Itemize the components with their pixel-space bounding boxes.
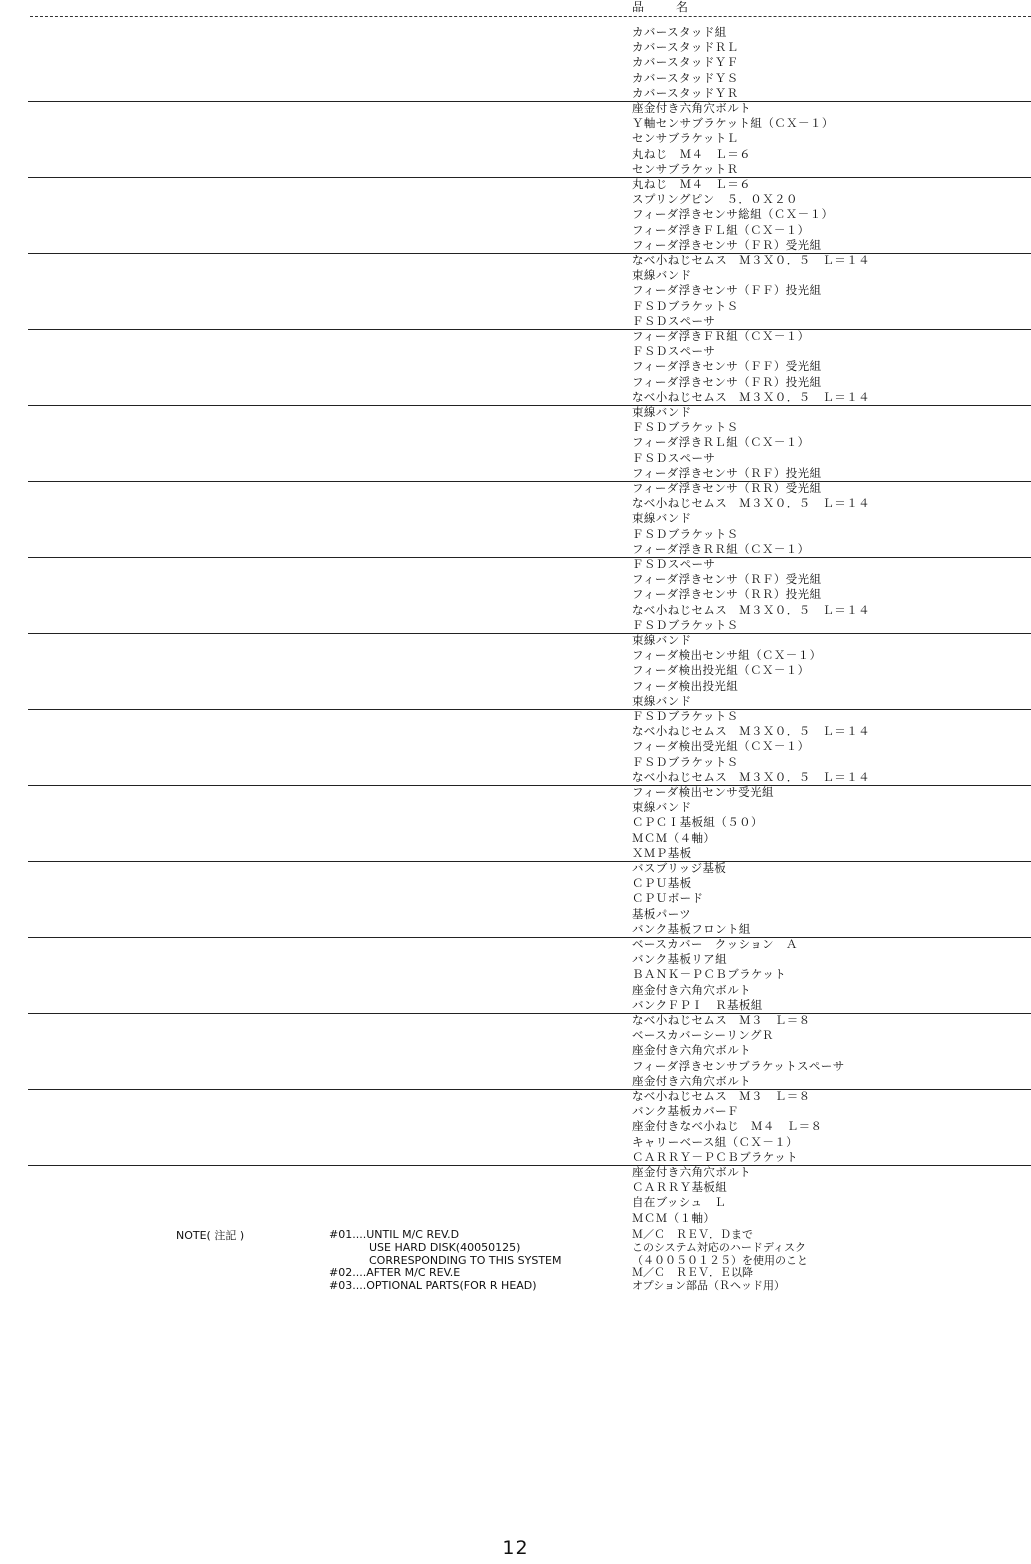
part-name: なべ小ねじセムス Ｍ３Ｘ０．５ Ｌ＝１４ — [632, 253, 870, 267]
part-name: ＦＳＤスペーサ — [632, 557, 716, 571]
parts-list — [632, 405, 821, 481]
part-name: フィーダ浮きＲＬ組（ＣＸ－１） — [632, 435, 810, 450]
part-name: ＭＣＭ（４軸） — [632, 830, 716, 845]
group-separator-line — [28, 405, 1031, 406]
part-name: センサブラケットＲ — [632, 161, 739, 176]
group-separator-line — [28, 937, 1031, 938]
part-name: バスブリッジ基板 — [632, 861, 727, 875]
parts-group — [0, 937, 1031, 1013]
part-name: なべ小ねじセムス Ｍ３Ｘ０．５ Ｌ＝１４ — [632, 602, 870, 617]
column-header-part-name: 品 名 — [632, 0, 699, 14]
note-en-line: CORRESPONDING TO THIS SYSTEM — [369, 1253, 562, 1267]
parts-group — [0, 633, 1031, 709]
part-name: ＦＳＤブラケットＳ — [632, 617, 739, 632]
note-jp-line: （４００５０１２５）を使用のこと — [632, 1253, 808, 1267]
note-jp-line: このシステム対応のハードディスク — [632, 1240, 807, 1254]
part-name: ＦＳＤスペーサ — [632, 344, 716, 359]
part-name: 座金付き六角穴ボルト — [632, 101, 751, 115]
part-name: ＣＰＵ基板 — [632, 876, 692, 891]
parts-list — [632, 1165, 751, 1226]
part-name: フィーダ検出投光組 — [632, 678, 739, 693]
parts-list — [632, 1089, 822, 1165]
note-jp-line: Ｍ／Ｃ ＲＥＶ．Ｄまで — [632, 1228, 753, 1241]
part-name: なべ小ねじセムス Ｍ３Ｘ０．５ Ｌ＝１４ — [632, 724, 870, 739]
group-separator-line — [28, 709, 1031, 710]
parts-list — [632, 633, 821, 709]
part-name: フィーダ検出受光組（ＣＸ－１） — [632, 739, 810, 754]
parts-list — [632, 709, 870, 785]
part-name: ＭＣＭ（１軸） — [632, 1210, 716, 1225]
part-name: なべ小ねじセムス Ｍ３ Ｌ＝８ — [632, 1089, 811, 1103]
part-name: ＦＳＤスペーサ — [632, 450, 716, 465]
parts-group — [0, 177, 1031, 253]
note-jp-line: オプション部品（Ｒヘッド用） — [632, 1279, 786, 1293]
parts-group — [0, 709, 1031, 785]
parts-group — [0, 1089, 1031, 1165]
part-name: 座金付き六角穴ボルト — [632, 1073, 751, 1088]
part-name: なべ小ねじセムス Ｍ３Ｘ０．５ Ｌ＝１４ — [632, 769, 870, 784]
part-name: カバースタッドＹＲ — [632, 85, 739, 100]
part-name: なべ小ねじセムス Ｍ３ Ｌ＝８ — [632, 1013, 811, 1027]
part-name: ＦＳＤブラケットＳ — [632, 298, 739, 313]
part-name: 束線バンド — [632, 800, 692, 815]
parts-list — [632, 937, 798, 1013]
part-name: フィーダ浮きセンサ（ＲＲ）投光組 — [632, 587, 822, 602]
part-name: ベースカバー クッション Ａ — [632, 937, 798, 951]
part-name: カバースタッドＲＬ — [632, 40, 739, 55]
part-name: ＦＳＤスペーサ — [632, 313, 716, 328]
part-name: カバースタッドＹＳ — [632, 70, 739, 85]
part-name: フィーダ検出投光組（ＣＸ－１） — [632, 663, 810, 678]
group-separator-line — [28, 329, 1031, 330]
part-name: フィーダ浮きセンサ（ＦＦ）投光組 — [632, 283, 822, 298]
part-name: ＦＳＤブラケットＳ — [632, 709, 739, 723]
part-name: 束線バンド — [632, 268, 692, 283]
parts-list — [632, 101, 834, 177]
page-number: 12 — [502, 1537, 529, 1559]
part-name: ベースカバーシーリングＲ — [632, 1028, 774, 1043]
parts-group — [0, 1013, 1031, 1089]
note-en-line: #01....UNTIL M/C REV.D — [329, 1228, 460, 1241]
group-separator-line — [28, 1013, 1031, 1014]
group-separator-line — [28, 633, 1031, 634]
part-name: フィーダ浮きセンサブラケットスペーサ — [632, 1058, 845, 1073]
note-jp-line: Ｍ／Ｃ ＲＥＶ．Ｅ以降 — [632, 1266, 753, 1280]
part-name: フィーダ浮きセンサ（ＦＲ）受光組 — [632, 237, 822, 252]
part-name: 座金付きなべ小ねじ Ｍ４ Ｌ＝８ — [632, 1119, 823, 1134]
group-separator-line — [28, 557, 1031, 558]
part-name: 束線バンド — [632, 511, 692, 526]
part-name: カバースタッド組 — [632, 25, 727, 39]
parts-list — [632, 481, 870, 557]
parts-group — [0, 481, 1031, 557]
parts-list — [632, 25, 739, 101]
part-name: 束線バンド — [632, 405, 692, 419]
part-name: フィーダ検出センサ組（ＣＸ－１） — [632, 648, 822, 663]
part-name: フィーダ検出センサ受光組 — [632, 785, 774, 799]
part-name: 基板パーツ — [632, 906, 692, 921]
part-name: フィーダ浮きセンサ（ＲＦ）受光組 — [632, 572, 822, 587]
parts-list — [632, 785, 774, 861]
parts-list — [632, 253, 870, 329]
part-name: ＦＳＤブラケットＳ — [632, 754, 739, 769]
group-separator-line — [28, 861, 1031, 862]
part-name: バンクＦＰＩ Ｒ基板組 — [632, 997, 763, 1012]
part-name: フィーダ浮きセンサ（ＦＦ）受光組 — [632, 359, 822, 374]
part-name: フィーダ浮きＦＬ組（ＣＸ－１） — [632, 222, 810, 237]
part-name: 座金付き六角穴ボルト — [632, 1043, 751, 1058]
part-name: フィーダ浮きＦＲ組（ＣＸ－１） — [632, 329, 810, 343]
parts-list — [632, 861, 751, 937]
part-name: キャリーベース組（ＣＸ－１） — [632, 1134, 799, 1149]
part-name: 丸ねじ Ｍ４ Ｌ＝６ — [632, 177, 751, 191]
part-name: なべ小ねじセムス Ｍ３Ｘ０．５ Ｌ＝１４ — [632, 496, 870, 511]
parts-list — [632, 557, 870, 633]
part-name: 束線バンド — [632, 633, 692, 647]
part-name: ＦＳＤブラケットＳ — [632, 420, 739, 435]
part-name: 束線バンド — [632, 693, 692, 708]
part-name: ＣＡＲＲＹ基板組 — [632, 1180, 728, 1195]
parts-group — [0, 101, 1031, 177]
header-dashed-rule — [30, 16, 1031, 17]
parts-group — [0, 405, 1031, 481]
part-name: ＣＡＲＲＹ－ＰＣＢブラケット — [632, 1149, 799, 1164]
part-name: ＢＡＮＫ－ＰＣＢブラケット — [632, 967, 787, 982]
part-name: センサブラケットＬ — [632, 131, 739, 146]
parts-group — [0, 253, 1031, 329]
note-en-line: USE HARD DISK(40050125) — [369, 1240, 521, 1254]
parts-group — [0, 557, 1031, 633]
part-name: ＦＳＤブラケットＳ — [632, 526, 739, 541]
parts-group — [0, 329, 1031, 405]
part-name: なべ小ねじセムス Ｍ３Ｘ０．５ Ｌ＝１４ — [632, 389, 870, 404]
parts-group — [0, 25, 1031, 101]
group-separator-line — [28, 177, 1031, 178]
parts-list — [632, 177, 833, 253]
parts-list — [632, 329, 870, 405]
parts-list — [632, 1013, 845, 1089]
part-name: ＣＰＣＩ基板組（５０） — [632, 815, 763, 830]
note-en-line: #03....OPTIONAL PARTS(FOR R HEAD) — [329, 1279, 537, 1293]
part-name: フィーダ浮きセンサ総組（ＣＸ－１） — [632, 207, 834, 222]
part-name: Ｙ軸センサブラケット組（ＣＸ－１） — [632, 116, 834, 131]
part-name: フィーダ浮きＲＲ組（ＣＸ－１） — [632, 541, 810, 556]
part-name: 丸ねじ Ｍ４ Ｌ＝６ — [632, 146, 751, 161]
part-name: カバースタッドＹＦ — [632, 55, 739, 70]
part-name: ＣＰＵボード — [632, 891, 704, 906]
group-separator-line — [28, 785, 1031, 786]
part-name: ＸＭＰ基板 — [632, 845, 692, 860]
notes-label: NOTE( 注記 ) — [176, 1229, 245, 1242]
group-separator-line — [28, 101, 1031, 102]
part-name: フィーダ浮きセンサ（ＲＦ）投光組 — [632, 465, 822, 480]
group-separator-line — [28, 481, 1031, 482]
part-name: バンク基板フロント組 — [632, 921, 751, 936]
note-en-line: #02....AFTER M/C REV.E — [329, 1266, 461, 1280]
group-separator-line — [28, 253, 1031, 254]
parts-group — [0, 861, 1031, 937]
part-name: 座金付き六角穴ボルト — [632, 1165, 751, 1179]
notes-english — [329, 1229, 561, 1293]
part-name: バンク基板リア組 — [632, 952, 727, 967]
part-name: 自在ブッシュ Ｌ — [632, 1195, 727, 1210]
part-name: フィーダ浮きセンサ（ＦＲ）投光組 — [632, 374, 822, 389]
part-name: スプリングピン ５．０Ｘ２０ — [632, 192, 798, 207]
part-name: バンク基板カバーＦ — [632, 1104, 739, 1119]
part-name: フィーダ浮きセンサ（ＲＲ）受光組 — [632, 481, 822, 495]
parts-group — [0, 785, 1031, 861]
group-separator-line — [28, 1165, 1031, 1166]
group-separator-line — [28, 1089, 1031, 1090]
part-name: 座金付き六角穴ボルト — [632, 982, 751, 997]
notes-japanese — [632, 1229, 808, 1293]
